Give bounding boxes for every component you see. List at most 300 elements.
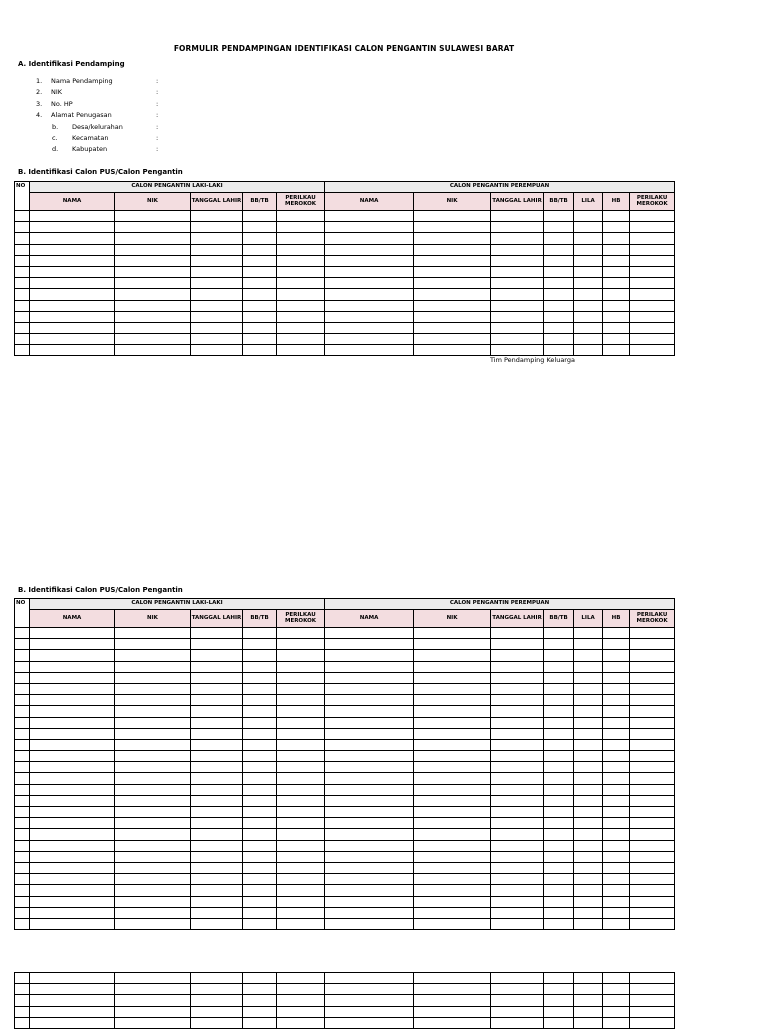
input-cell[interactable] [414, 345, 491, 356]
input-cell[interactable] [603, 862, 630, 873]
input-cell[interactable] [191, 784, 243, 795]
input-cell[interactable] [414, 311, 491, 322]
input-cell[interactable] [491, 650, 544, 661]
input-cell[interactable] [30, 628, 115, 639]
input-cell[interactable] [15, 233, 30, 244]
input-cell[interactable] [603, 1017, 630, 1028]
input-cell[interactable] [191, 984, 243, 995]
input-cell[interactable] [243, 773, 277, 784]
input-cell[interactable] [574, 784, 603, 795]
input-cell[interactable] [30, 717, 115, 728]
input-cell[interactable] [115, 683, 191, 694]
input-cell[interactable] [544, 840, 574, 851]
input-cell[interactable] [30, 266, 115, 277]
input-cell[interactable] [603, 345, 630, 356]
input-cell[interactable] [491, 717, 544, 728]
input-cell[interactable] [491, 222, 544, 233]
input-cell[interactable] [243, 300, 277, 311]
input-cell[interactable] [115, 1017, 191, 1028]
input-cell[interactable] [191, 706, 243, 717]
input-cell[interactable] [191, 672, 243, 683]
input-cell[interactable] [115, 266, 191, 277]
input-cell[interactable] [491, 896, 544, 907]
input-cell[interactable] [603, 311, 630, 322]
input-cell[interactable] [574, 885, 603, 896]
input-cell[interactable] [277, 222, 325, 233]
input-cell[interactable] [30, 233, 115, 244]
input-cell[interactable] [277, 907, 325, 918]
input-cell[interactable] [277, 851, 325, 862]
input-cell[interactable] [491, 728, 544, 739]
input-cell[interactable] [414, 244, 491, 255]
input-cell[interactable] [243, 322, 277, 333]
input-cell[interactable] [325, 751, 414, 762]
input-cell[interactable] [30, 695, 115, 706]
input-cell[interactable] [574, 907, 603, 918]
input-cell[interactable] [603, 717, 630, 728]
input-cell[interactable] [191, 233, 243, 244]
input-cell[interactable] [30, 739, 115, 750]
input-cell[interactable] [243, 829, 277, 840]
input-cell[interactable] [243, 874, 277, 885]
input-cell[interactable] [325, 851, 414, 862]
input-cell[interactable] [325, 233, 414, 244]
input-cell[interactable] [277, 322, 325, 333]
input-cell[interactable] [574, 717, 603, 728]
input-cell[interactable] [544, 907, 574, 918]
input-cell[interactable] [325, 300, 414, 311]
input-cell[interactable] [191, 628, 243, 639]
input-cell[interactable] [30, 300, 115, 311]
input-cell[interactable] [630, 807, 675, 818]
input-cell[interactable] [414, 885, 491, 896]
input-cell[interactable] [30, 829, 115, 840]
input-cell[interactable] [115, 289, 191, 300]
input-cell[interactable] [243, 995, 277, 1006]
input-cell[interactable] [574, 695, 603, 706]
input-cell[interactable] [414, 840, 491, 851]
input-cell[interactable] [30, 728, 115, 739]
input-cell[interactable] [277, 818, 325, 829]
input-cell[interactable] [15, 784, 30, 795]
input-cell[interactable] [243, 751, 277, 762]
input-cell[interactable] [574, 918, 603, 929]
input-cell[interactable] [491, 628, 544, 639]
input-cell[interactable] [603, 773, 630, 784]
input-cell[interactable] [544, 995, 574, 1006]
input-cell[interactable] [15, 862, 30, 873]
input-cell[interactable] [277, 278, 325, 289]
input-cell[interactable] [30, 984, 115, 995]
input-cell[interactable] [574, 683, 603, 694]
input-cell[interactable] [15, 650, 30, 661]
input-cell[interactable] [243, 334, 277, 345]
input-cell[interactable] [630, 728, 675, 739]
input-cell[interactable] [325, 728, 414, 739]
input-cell[interactable] [544, 311, 574, 322]
input-cell[interactable] [603, 650, 630, 661]
input-cell[interactable] [544, 628, 574, 639]
input-cell[interactable] [243, 973, 277, 984]
input-cell[interactable] [15, 278, 30, 289]
input-cell[interactable] [574, 628, 603, 639]
input-cell[interactable] [277, 728, 325, 739]
input-cell[interactable] [325, 628, 414, 639]
input-cell[interactable] [15, 334, 30, 345]
input-cell[interactable] [15, 896, 30, 907]
input-cell[interactable] [15, 1006, 30, 1017]
input-cell[interactable] [243, 661, 277, 672]
input-cell[interactable] [30, 244, 115, 255]
input-cell[interactable] [191, 695, 243, 706]
input-cell[interactable] [544, 862, 574, 873]
input-cell[interactable] [491, 255, 544, 266]
input-cell[interactable] [574, 322, 603, 333]
input-cell[interactable] [603, 918, 630, 929]
input-cell[interactable] [243, 1017, 277, 1028]
input-cell[interactable] [191, 907, 243, 918]
input-cell[interactable] [15, 289, 30, 300]
input-cell[interactable] [277, 334, 325, 345]
input-cell[interactable] [491, 233, 544, 244]
input-cell[interactable] [414, 773, 491, 784]
input-cell[interactable] [30, 862, 115, 873]
input-cell[interactable] [574, 706, 603, 717]
input-cell[interactable] [544, 672, 574, 683]
input-cell[interactable] [191, 266, 243, 277]
input-cell[interactable] [491, 807, 544, 818]
input-cell[interactable] [325, 973, 414, 984]
input-cell[interactable] [325, 840, 414, 851]
input-cell[interactable] [191, 840, 243, 851]
input-cell[interactable] [325, 211, 414, 222]
input-cell[interactable] [630, 222, 675, 233]
input-cell[interactable] [544, 1017, 574, 1028]
input-cell[interactable] [630, 233, 675, 244]
input-cell[interactable] [243, 818, 277, 829]
input-cell[interactable] [544, 751, 574, 762]
input-cell[interactable] [325, 885, 414, 896]
input-cell[interactable] [414, 650, 491, 661]
input-cell[interactable] [630, 862, 675, 873]
input-cell[interactable] [115, 222, 191, 233]
input-cell[interactable] [491, 840, 544, 851]
input-cell[interactable] [30, 773, 115, 784]
input-cell[interactable] [491, 829, 544, 840]
input-cell[interactable] [191, 255, 243, 266]
input-cell[interactable] [574, 862, 603, 873]
input-cell[interactable] [15, 795, 30, 806]
input-cell[interactable] [115, 739, 191, 750]
input-cell[interactable] [15, 695, 30, 706]
input-cell[interactable] [30, 1006, 115, 1017]
input-cell[interactable] [574, 311, 603, 322]
input-cell[interactable] [414, 672, 491, 683]
input-cell[interactable] [491, 311, 544, 322]
input-cell[interactable] [30, 995, 115, 1006]
input-cell[interactable] [15, 300, 30, 311]
input-cell[interactable] [115, 672, 191, 683]
input-cell[interactable] [414, 784, 491, 795]
input-cell[interactable] [630, 885, 675, 896]
input-cell[interactable] [30, 807, 115, 818]
input-cell[interactable] [574, 851, 603, 862]
input-cell[interactable] [115, 211, 191, 222]
input-cell[interactable] [630, 751, 675, 762]
input-cell[interactable] [544, 255, 574, 266]
input-cell[interactable] [414, 995, 491, 1006]
input-cell[interactable] [544, 322, 574, 333]
input-cell[interactable] [191, 661, 243, 672]
input-cell[interactable] [414, 255, 491, 266]
input-cell[interactable] [630, 1006, 675, 1017]
input-cell[interactable] [544, 1006, 574, 1017]
input-cell[interactable] [491, 773, 544, 784]
input-cell[interactable] [544, 222, 574, 233]
input-cell[interactable] [243, 717, 277, 728]
input-cell[interactable] [603, 322, 630, 333]
input-cell[interactable] [630, 334, 675, 345]
input-cell[interactable] [603, 1006, 630, 1017]
input-cell[interactable] [30, 818, 115, 829]
input-cell[interactable] [243, 222, 277, 233]
input-cell[interactable] [574, 807, 603, 818]
input-cell[interactable] [325, 639, 414, 650]
input-cell[interactable] [574, 266, 603, 277]
input-cell[interactable] [544, 818, 574, 829]
input-cell[interactable] [491, 874, 544, 885]
input-cell[interactable] [544, 918, 574, 929]
input-cell[interactable] [30, 795, 115, 806]
input-cell[interactable] [574, 973, 603, 984]
input-cell[interactable] [15, 973, 30, 984]
input-cell[interactable] [277, 650, 325, 661]
input-cell[interactable] [414, 829, 491, 840]
input-cell[interactable] [277, 807, 325, 818]
input-cell[interactable] [491, 278, 544, 289]
input-cell[interactable] [191, 244, 243, 255]
input-cell[interactable] [15, 255, 30, 266]
input-cell[interactable] [574, 773, 603, 784]
input-cell[interactable] [603, 244, 630, 255]
input-cell[interactable] [243, 266, 277, 277]
input-cell[interactable] [603, 728, 630, 739]
input-cell[interactable] [191, 851, 243, 862]
input-cell[interactable] [277, 762, 325, 773]
input-cell[interactable] [491, 784, 544, 795]
input-cell[interactable] [277, 973, 325, 984]
input-cell[interactable] [115, 661, 191, 672]
input-cell[interactable] [243, 896, 277, 907]
input-cell[interactable] [630, 818, 675, 829]
input-cell[interactable] [603, 266, 630, 277]
input-cell[interactable] [325, 874, 414, 885]
input-cell[interactable] [574, 984, 603, 995]
input-cell[interactable] [115, 795, 191, 806]
input-cell[interactable] [603, 762, 630, 773]
input-cell[interactable] [414, 717, 491, 728]
input-cell[interactable] [191, 807, 243, 818]
input-cell[interactable] [277, 984, 325, 995]
input-cell[interactable] [30, 311, 115, 322]
input-cell[interactable] [325, 650, 414, 661]
input-cell[interactable] [325, 322, 414, 333]
input-cell[interactable] [15, 885, 30, 896]
input-cell[interactable] [574, 762, 603, 773]
input-cell[interactable] [414, 289, 491, 300]
input-cell[interactable] [277, 300, 325, 311]
input-cell[interactable] [544, 851, 574, 862]
input-cell[interactable] [491, 762, 544, 773]
input-cell[interactable] [544, 885, 574, 896]
input-cell[interactable] [491, 211, 544, 222]
input-cell[interactable] [30, 650, 115, 661]
input-cell[interactable] [115, 995, 191, 1006]
input-cell[interactable] [544, 829, 574, 840]
input-cell[interactable] [15, 918, 30, 929]
input-cell[interactable] [414, 683, 491, 694]
input-cell[interactable] [15, 672, 30, 683]
input-cell[interactable] [414, 628, 491, 639]
input-cell[interactable] [491, 862, 544, 873]
input-cell[interactable] [277, 683, 325, 694]
input-cell[interactable] [630, 918, 675, 929]
input-cell[interactable] [603, 233, 630, 244]
input-cell[interactable] [325, 706, 414, 717]
input-cell[interactable] [15, 762, 30, 773]
input-cell[interactable] [574, 874, 603, 885]
input-cell[interactable] [115, 728, 191, 739]
input-cell[interactable] [325, 762, 414, 773]
input-cell[interactable] [30, 639, 115, 650]
input-cell[interactable] [414, 807, 491, 818]
input-cell[interactable] [277, 345, 325, 356]
input-cell[interactable] [630, 907, 675, 918]
input-cell[interactable] [325, 784, 414, 795]
input-cell[interactable] [115, 896, 191, 907]
input-cell[interactable] [277, 874, 325, 885]
input-cell[interactable] [325, 683, 414, 694]
input-cell[interactable] [414, 851, 491, 862]
input-cell[interactable] [30, 222, 115, 233]
input-cell[interactable] [544, 334, 574, 345]
input-cell[interactable] [414, 661, 491, 672]
input-cell[interactable] [15, 840, 30, 851]
input-cell[interactable] [115, 300, 191, 311]
input-cell[interactable] [115, 334, 191, 345]
input-cell[interactable] [30, 918, 115, 929]
input-cell[interactable] [414, 1017, 491, 1028]
input-cell[interactable] [277, 233, 325, 244]
input-cell[interactable] [630, 773, 675, 784]
input-cell[interactable] [574, 222, 603, 233]
input-cell[interactable] [544, 896, 574, 907]
input-cell[interactable] [630, 672, 675, 683]
input-cell[interactable] [603, 907, 630, 918]
input-cell[interactable] [325, 773, 414, 784]
input-cell[interactable] [191, 829, 243, 840]
input-cell[interactable] [603, 829, 630, 840]
input-cell[interactable] [574, 829, 603, 840]
input-cell[interactable] [603, 818, 630, 829]
input-cell[interactable] [115, 773, 191, 784]
input-cell[interactable] [630, 266, 675, 277]
input-cell[interactable] [191, 973, 243, 984]
input-cell[interactable] [115, 233, 191, 244]
input-cell[interactable] [191, 818, 243, 829]
input-cell[interactable] [574, 244, 603, 255]
input-cell[interactable] [191, 762, 243, 773]
input-cell[interactable] [243, 345, 277, 356]
input-cell[interactable] [243, 695, 277, 706]
input-cell[interactable] [30, 885, 115, 896]
input-cell[interactable] [491, 1006, 544, 1017]
input-cell[interactable] [15, 244, 30, 255]
input-cell[interactable] [243, 255, 277, 266]
input-cell[interactable] [30, 973, 115, 984]
input-cell[interactable] [325, 829, 414, 840]
input-cell[interactable] [191, 278, 243, 289]
input-cell[interactable] [630, 829, 675, 840]
input-cell[interactable] [325, 717, 414, 728]
input-cell[interactable] [574, 795, 603, 806]
input-cell[interactable] [544, 874, 574, 885]
input-cell[interactable] [30, 706, 115, 717]
input-cell[interactable] [574, 300, 603, 311]
input-cell[interactable] [15, 222, 30, 233]
input-cell[interactable] [544, 717, 574, 728]
input-cell[interactable] [115, 829, 191, 840]
input-cell[interactable] [115, 639, 191, 650]
input-cell[interactable] [603, 995, 630, 1006]
input-cell[interactable] [491, 851, 544, 862]
input-cell[interactable] [277, 255, 325, 266]
input-cell[interactable] [30, 840, 115, 851]
input-cell[interactable] [603, 222, 630, 233]
input-cell[interactable] [544, 973, 574, 984]
input-cell[interactable] [414, 222, 491, 233]
input-cell[interactable] [243, 650, 277, 661]
input-cell[interactable] [491, 639, 544, 650]
input-cell[interactable] [277, 896, 325, 907]
input-cell[interactable] [191, 874, 243, 885]
input-cell[interactable] [491, 300, 544, 311]
input-cell[interactable] [491, 885, 544, 896]
input-cell[interactable] [243, 762, 277, 773]
input-cell[interactable] [277, 244, 325, 255]
input-cell[interactable] [30, 661, 115, 672]
input-cell[interactable] [603, 851, 630, 862]
input-cell[interactable] [325, 1006, 414, 1017]
input-cell[interactable] [603, 896, 630, 907]
input-cell[interactable] [277, 672, 325, 683]
input-cell[interactable] [115, 762, 191, 773]
input-cell[interactable] [115, 885, 191, 896]
input-cell[interactable] [544, 650, 574, 661]
input-cell[interactable] [603, 840, 630, 851]
input-cell[interactable] [544, 639, 574, 650]
input-cell[interactable] [325, 255, 414, 266]
input-cell[interactable] [191, 650, 243, 661]
input-cell[interactable] [414, 639, 491, 650]
input-cell[interactable] [277, 695, 325, 706]
input-cell[interactable] [630, 717, 675, 728]
input-cell[interactable] [574, 995, 603, 1006]
input-cell[interactable] [325, 1017, 414, 1028]
input-cell[interactable] [115, 255, 191, 266]
input-cell[interactable] [15, 773, 30, 784]
input-cell[interactable] [277, 739, 325, 750]
